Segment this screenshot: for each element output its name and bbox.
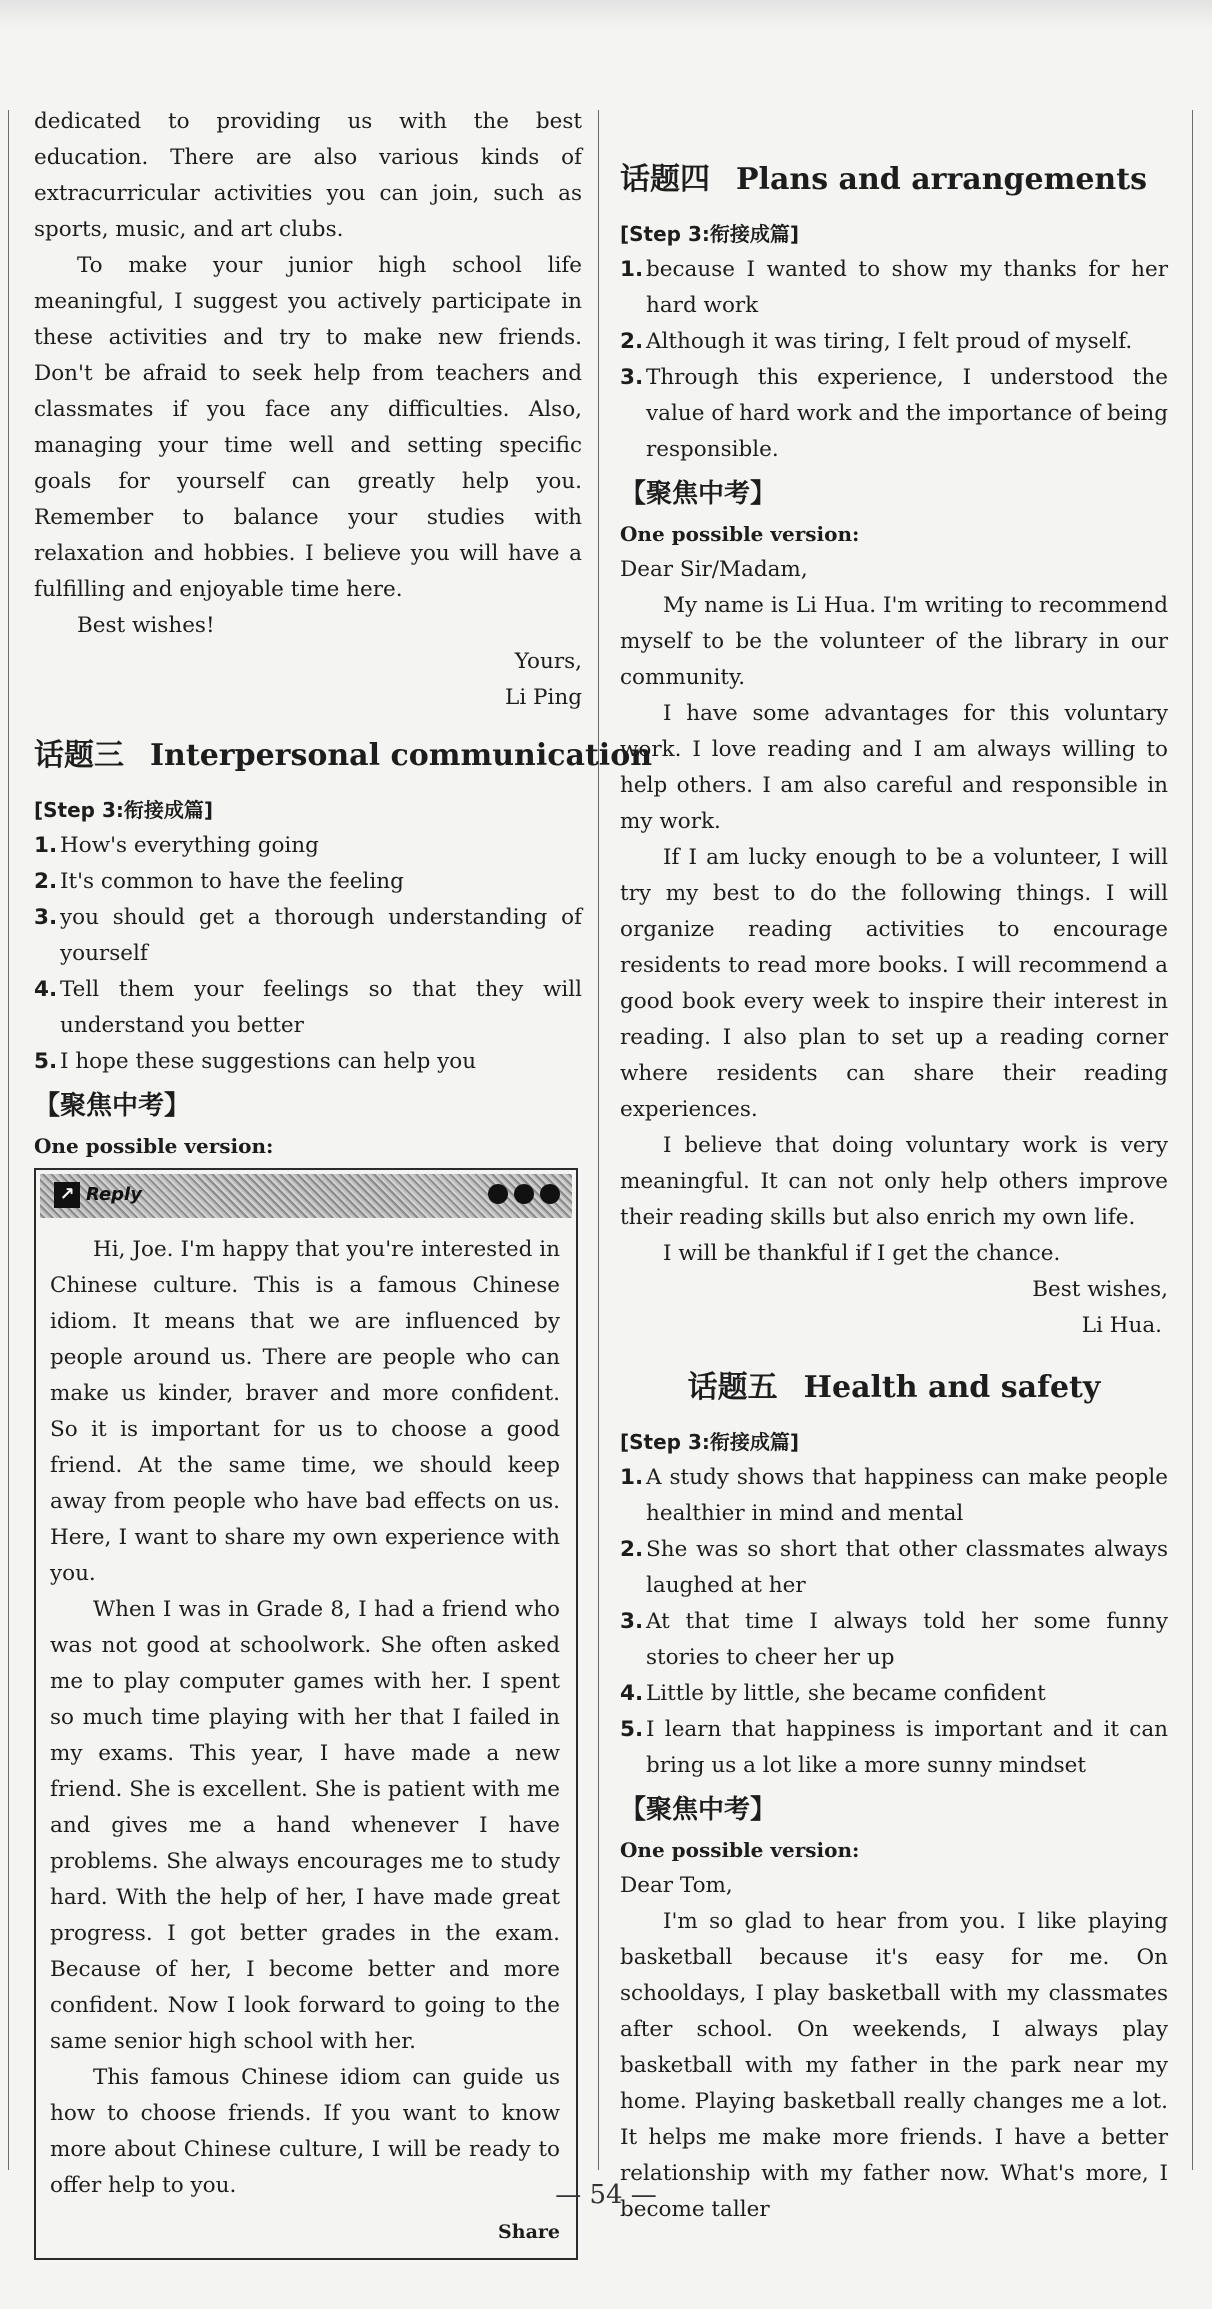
letter-sign-off: Yours, [514,649,582,674]
more-options-icon[interactable] [488,1184,560,1204]
topic3-en: Interpersonal communication [150,738,653,773]
letter-closing: Best wishes! [77,613,215,638]
topic4-paragraph-4: I believe that doing voluntary work is very meaningful. It can not only help others improve their reading skills but also enrich my own life. [620,1133,1168,1230]
topic4-paragraph-5: I will be thankful if I get the chance. [663,1241,1061,1266]
reply-header-bar [40,1174,572,1218]
reply-label: Reply [86,1184,142,1205]
topic3-step: [Step 3:衔接成篇] [34,798,214,822]
list-item: 5. I learn that happiness is important and it can bring us a lot like a more sunny mindset [620,1717,1168,1778]
right-column [620,150,1168,2228]
list-item: 5. I hope these suggestions can help you [34,1049,477,1074]
column-divider [598,110,599,2170]
reply-paragraph-3: This famous Chinese idiom can guide us how to choose friends. If you want to know more about Chinese culture, I will be ready to offer help to you. [50,2065,560,2198]
topic4-en: Plans and arrangements [736,162,1147,197]
topic4-paragraph-3: If I am lucky enough to be a volunteer, I will try my best to do the following things. I will organize reading activities to encourage residents to read more books. I will recommend a good book every week to inspire their interest in reading. I also plan to set up a reading corner where residents can share their reading experiences. [620,845,1168,1122]
topic4-greeting: Dear Sir/Madam, [620,557,808,582]
topic4-possible-version: One possible version: [620,522,860,546]
letter-signature: Li Ping [505,685,582,710]
list-item: 4. Tell them your feelings so that they will understand you better [34,977,582,1038]
page-number: — 54 — [555,2180,657,2210]
topic4-cn: 话题四 [620,162,710,197]
list-item: 4. Little by little, she became confident [620,1681,1046,1706]
topic4-paragraph-2: I have some advantages for this voluntary work. I love reading and I am always willing to help others. I am also careful and responsible in my work. [620,701,1168,834]
topic3-possible-version: One possible version: [34,1134,274,1158]
right-gutter-line [1192,110,1193,2170]
left-gutter-line [8,110,9,2170]
reply-body [36,1222,576,2204]
intro-paragraph-2: To make your junior high school life meaningful, I suggest you actively participate in these activities and try to make new friends. Don't be afraid to seek help from teachers and classmates if you face any difficulties. Also, managing your time well and setting specific goals for yourself can greatly help you. Remember to balance your studies with relaxation and hobbies. I believe you will have a fulfilling and enjoyable time here. [34,253,582,602]
list-item: 3. Through this experience, I understood the value of hard work and the importance of being responsible. [620,365,1168,462]
list-item: 3. At that time I always told her some funny stories to cheer her up [620,1609,1168,1670]
list-item: 1. because I wanted to show my thanks for her hard work [620,257,1168,318]
list-item: 2. It's common to have the feeling [34,869,404,894]
topic5-step: [Step 3:衔接成篇] [620,1430,800,1454]
topic4-paragraph-1: My name is Li Hua. I'm writing to recommend myself to be the volunteer of the library in our community. [620,593,1168,690]
topic5-cn: 话题五 [687,1370,778,1405]
topic3-title [34,734,653,778]
list-item: 1. A study shows that happiness can make people healthier in mind and mental [620,1465,1168,1526]
topic4-step: [Step 3:衔接成篇] [620,222,800,246]
reply-button[interactable] [46,1180,150,1210]
topic5-en: Health and safety [803,1370,1101,1405]
share-button[interactable]: Share [498,2221,560,2243]
topic4-focus-heading: 【聚焦中考】 [620,479,777,509]
page-top-shadow [0,0,1212,28]
topic4-signature: Li Hua. [1081,1313,1162,1338]
topic4-closing: Best wishes, [1032,1277,1168,1302]
topic5-focus-heading: 【聚焦中考】 [620,1795,777,1825]
topic5-possible-version: One possible version: [620,1838,860,1862]
topic5-title [620,1366,1168,1410]
list-item: 3. you should get a thorough understanding of yourself [34,905,582,966]
topic5-paragraph: I'm so glad to hear from you. I like playing basketball because it's easy for me. On schooldays, I play basketball with my classmates after school. On weekends, I always play basketball with my father in the park near my home. Playing basketball really changes me a lot. It helps me make more friends. I have a better relationship with my father now. What's more, I become taller [620,1909,1168,2222]
reply-arrow-icon: ↗ [54,1182,80,1208]
topic3-cn: 话题三 [34,738,124,773]
topic4-title [620,158,1168,202]
list-item: 2. She was so short that other classmates always laughed at her [620,1537,1168,1598]
reply-paragraph-2: When I was in Grade 8, I had a friend who was not good at schoolwork. She often asked me to play computer games with her. I spent so much time playing with her that I failed in my exams. This year, I have made a new friend. She is excellent. She is patient with me and gives me a hand whenever I have problems. She always encourages me to study hard. With the help of her, I have made great progress. I got better grades in the exam. Because of her, I become better and more confident. Now I look forward to going to the same senior high school with her. [50,1597,560,2054]
topic3-focus-heading: 【聚焦中考】 [34,1091,191,1121]
topic5-greeting: Dear Tom, [620,1873,733,1898]
intro-paragraph-1: dedicated to providing us with the best education. There are also various kinds of extracurricular activities you can join, such as sports, music, and art clubs. [34,109,582,242]
reply-card [34,1168,578,2260]
list-item: 2. Although it was tiring, I felt proud of myself. [620,329,1133,354]
list-item: 1. How's everything going [34,833,319,858]
reply-paragraph-1: Hi, Joe. I'm happy that you're interested in Chinese culture. This is a famous Chinese idiom. It means that we are influenced by people around us. There are people who can make us kinder, braver and more confident. So it is important for us to choose a good friend. At the same time, we should keep away from people who have bad effects on us. Here, I want to share my own experience with you. [50,1237,560,1586]
